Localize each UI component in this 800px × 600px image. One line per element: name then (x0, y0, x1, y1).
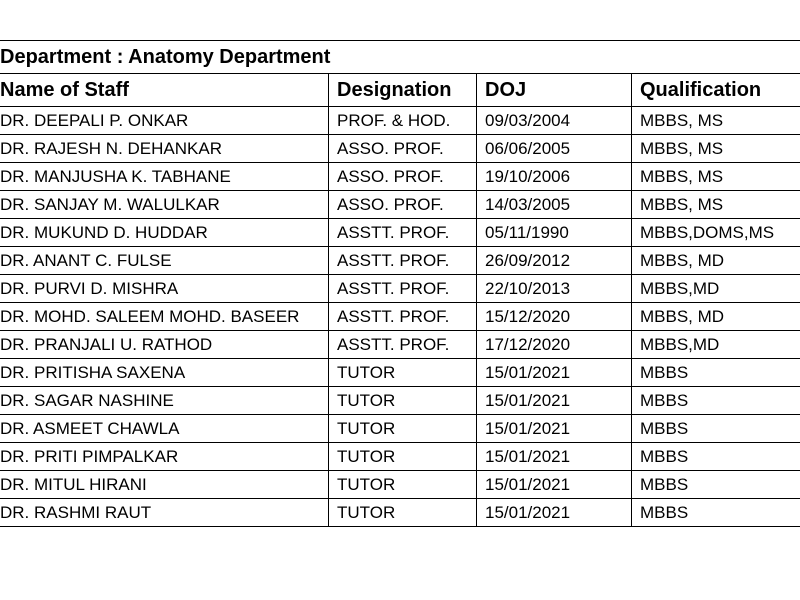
qualification-cell: MBBS,MD (632, 275, 800, 303)
department-title: Department : Anatomy Department (0, 41, 800, 74)
designation-cell: ASSTT. PROF. (329, 219, 477, 247)
table-row (0, 359, 800, 387)
designation-cell: ASSO. PROF. (329, 163, 477, 191)
doj-cell: 17/12/2020 (477, 331, 632, 359)
doj-cell: 15/01/2021 (477, 443, 632, 471)
staff-table-body (0, 107, 800, 527)
designation-cell: ASSTT. PROF. (329, 331, 477, 359)
designation-cell: TUTOR (329, 387, 477, 415)
designation-cell: TUTOR (329, 471, 477, 499)
doj-cell: 26/09/2012 (477, 247, 632, 275)
doj-cell: 15/01/2021 (477, 415, 632, 443)
doj-cell: 15/12/2020 (477, 303, 632, 331)
doj-cell: 22/10/2013 (477, 275, 632, 303)
table-row (0, 387, 800, 415)
header-name-of-staff: Name of Staff (0, 74, 329, 107)
qualification-cell: MBBS (632, 471, 800, 499)
table-row (0, 471, 800, 499)
designation-cell: TUTOR (329, 359, 477, 387)
table-row (0, 247, 800, 275)
designation-cell: ASSTT. PROF. (329, 247, 477, 275)
table-row (0, 415, 800, 443)
staff-name-cell: DR. DEEPALI P. ONKAR (0, 107, 329, 135)
doj-cell: 09/03/2004 (477, 107, 632, 135)
qualification-cell: MBBS (632, 387, 800, 415)
staff-name-cell: DR. SAGAR NASHINE (0, 387, 329, 415)
qualification-cell: MBBS, MD (632, 303, 800, 331)
designation-cell: ASSO. PROF. (329, 191, 477, 219)
doj-cell: 05/11/1990 (477, 219, 632, 247)
staff-name-cell: DR. RAJESH N. DEHANKAR (0, 135, 329, 163)
header-doj: DOJ (477, 74, 632, 107)
doj-cell: 15/01/2021 (477, 499, 632, 527)
table-row (0, 443, 800, 471)
doj-cell: 06/06/2005 (477, 135, 632, 163)
qualification-cell: MBBS (632, 443, 800, 471)
staff-name-cell: DR. ANANT C. FULSE (0, 247, 329, 275)
qualification-cell: MBBS, MS (632, 163, 800, 191)
table-row (0, 107, 800, 135)
qualification-cell: MBBS, MD (632, 247, 800, 275)
designation-cell: ASSTT. PROF. (329, 275, 477, 303)
staff-name-cell: DR. MANJUSHA K. TABHANE (0, 163, 329, 191)
qualification-cell: MBBS, MS (632, 135, 800, 163)
staff-table (0, 40, 800, 527)
staff-name-cell: DR. SANJAY M. WALULKAR (0, 191, 329, 219)
staff-name-cell: DR. PURVI D. MISHRA (0, 275, 329, 303)
designation-cell: ASSO. PROF. (329, 135, 477, 163)
qualification-cell: MBBS, MS (632, 191, 800, 219)
designation-cell: TUTOR (329, 443, 477, 471)
designation-cell: PROF. & HOD. (329, 107, 477, 135)
qualification-cell: MBBS (632, 415, 800, 443)
designation-cell: TUTOR (329, 499, 477, 527)
department-title-row (0, 41, 800, 74)
staff-name-cell: DR. RASHMI RAUT (0, 499, 329, 527)
staff-name-cell: DR. MUKUND D. HUDDAR (0, 219, 329, 247)
doj-cell: 15/01/2021 (477, 471, 632, 499)
staff-name-cell: DR. MOHD. SALEEM MOHD. BASEER (0, 303, 329, 331)
doj-cell: 19/10/2006 (477, 163, 632, 191)
table-row (0, 163, 800, 191)
qualification-cell: MBBS,DOMS,MS (632, 219, 800, 247)
qualification-cell: MBBS (632, 359, 800, 387)
qualification-cell: MBBS (632, 499, 800, 527)
table-row (0, 331, 800, 359)
staff-name-cell: DR. MITUL HIRANI (0, 471, 329, 499)
table-row (0, 219, 800, 247)
doj-cell: 14/03/2005 (477, 191, 632, 219)
column-header-row (0, 74, 800, 107)
doj-cell: 15/01/2021 (477, 387, 632, 415)
header-designation: Designation (329, 74, 477, 107)
header-qualification: Qualification (632, 74, 800, 107)
staff-name-cell: DR. PRANJALI U. RATHOD (0, 331, 329, 359)
doj-cell: 15/01/2021 (477, 359, 632, 387)
table-row (0, 275, 800, 303)
staff-name-cell: DR. PRITISHA SAXENA (0, 359, 329, 387)
table-row (0, 303, 800, 331)
staff-name-cell: DR. PRITI PIMPALKAR (0, 443, 329, 471)
qualification-cell: MBBS,MD (632, 331, 800, 359)
table-row (0, 191, 800, 219)
qualification-cell: MBBS, MS (632, 107, 800, 135)
table-row (0, 499, 800, 527)
staff-name-cell: DR. ASMEET CHAWLA (0, 415, 329, 443)
table-row (0, 135, 800, 163)
designation-cell: ASSTT. PROF. (329, 303, 477, 331)
designation-cell: TUTOR (329, 415, 477, 443)
